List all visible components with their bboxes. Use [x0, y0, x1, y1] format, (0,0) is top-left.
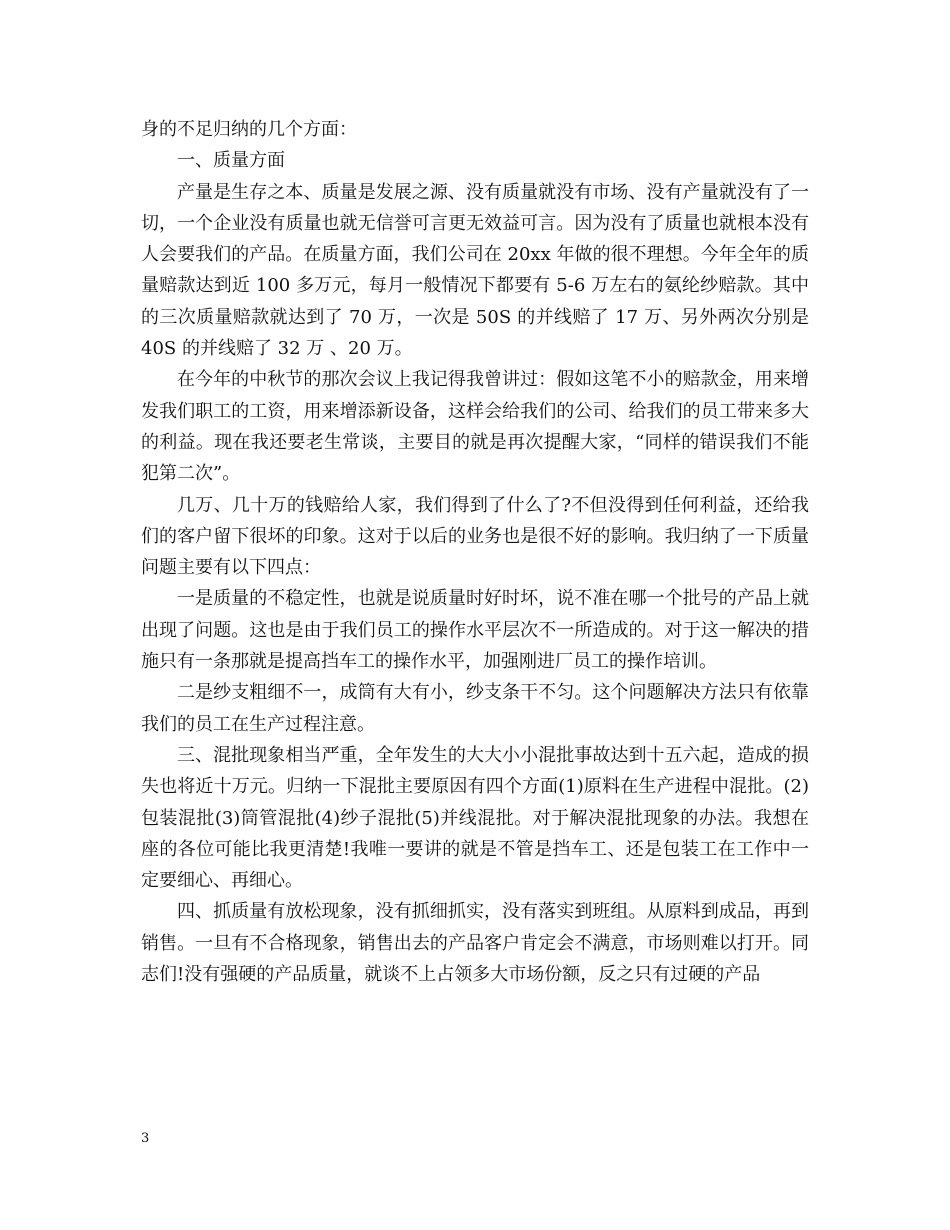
document-body: [141, 114, 809, 990]
paragraph-mid-autumn-meeting: 在今年的中秋节的那次会议上我记得我曾讲过：假如这笔不小的赔款金，用来增发我们职工的工资，用来增添新设备，这样会给我们的公司、给我们的员工带来多大的利益。现在我还要老生常谈，主要目的就是再次提醒大家，“同样的错误我们不能犯第二次”。: [141, 369, 809, 485]
page-number: 3: [141, 1131, 150, 1146]
section-heading-quality: 一、质量方面: [177, 150, 285, 172]
paragraph-point-one: 一是质量的不稳定性，也就是说质量时好时坏，说不准在哪一个批号的产品上就出现了问题。这也是由于我们员工的操作水平层次不一所造成的。对于这一解决的措施只有一条那就是提高挡车工的操作水平，加强刚进厂员工的操作培训。: [141, 588, 809, 673]
paragraph-quality-overview: 产量是生存之本、质量是发展之源、没有质量就没有市场、没有产量就没有了一切，一个企业没有质量也就无信誉可言更无效益可言。因为没有了质量也就根本没有人会要我们的产品。在质量方面，我们公司在 20xx 年做的很不理想。今年全年的质量赔款达到近 100 多万元，每月一般情况下都要有 5-6 万左右的氨纶纱赔款。其中的三次质量赔款就达到了 70 万，一次是 50S 的并线赔了 17 万、另外两次分别是 40S 的并线赔了 32 万 、20 万。: [141, 181, 809, 360]
paragraph-compensation-impact: 几万、几十万的钱赔给人家，我们得到了什么了?不但没得到任何利益，还给我们的客户留下很坏的印象。这对于以后的业务也是很不好的影响。我归纳了一下质量问题主要有以下四点：: [141, 494, 809, 579]
paragraph-point-two: 二是纱支粗细不一，成筒有大有小，纱支条干不匀。这个问题解决方法只有依靠我们的员工在生产过程注意。: [141, 682, 809, 735]
paragraph-point-three: 三、混批现象相当严重，全年发生的大大小小混批事故达到十五六起，造成的损失也将近十万元。归纳一下混批主要原因有四个方面(1)原料在生产进程中混批。(2)包装混批(3)筒管混批(4)纱子混批(5)并线混批。对于解决混批现象的办法。我想在座的各位可能比我更清楚!我唯一要讲的就是不管是挡车工、还是包装工在工作中一定要细心、再细心。: [141, 744, 809, 892]
paragraph-point-four: 四、抓质量有放松现象，没有抓细抓实，没有落实到班组。从原料到成品，再到销售。一旦有不合格现象，销售出去的产品客户肯定会不满意，市场则难以打开。同志们!没有强硬的产品质量，就谈不上占领多大市场份额，反之只有过硬的产品: [141, 901, 809, 986]
paragraph-intro: 身的不足归纳的几个方面：: [141, 119, 357, 140]
